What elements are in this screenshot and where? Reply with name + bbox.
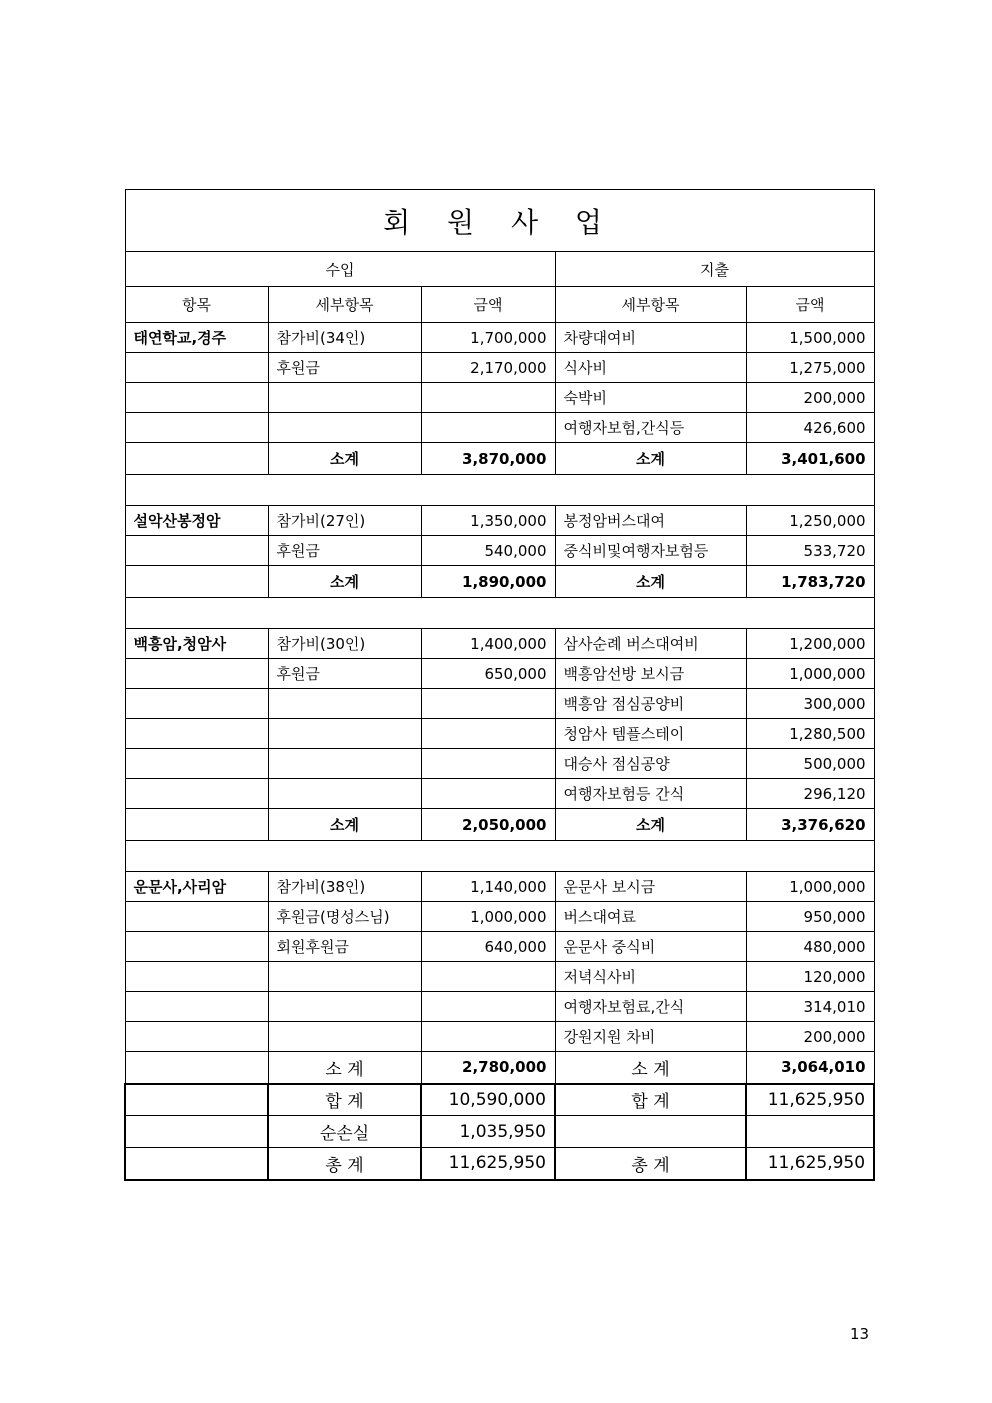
subtotal-row	[125, 566, 874, 598]
income-amount-cell: 1,400,000	[421, 629, 555, 659]
expense-detail-cell: 운문사 보시금	[555, 872, 746, 902]
expense-amount-cell: 480,000	[746, 932, 874, 962]
group-name-cell	[125, 719, 268, 749]
income-amount-cell: 540,000	[421, 536, 555, 566]
expense-total-amount: 11,625,950	[746, 1084, 874, 1116]
expense-amount-cell: 1,000,000	[746, 659, 874, 689]
spacer-cell	[125, 841, 874, 872]
table-row	[125, 323, 874, 353]
income-amount-cell: 1,350,000	[421, 506, 555, 536]
column-header-expense-detail: 세부항목	[555, 287, 746, 323]
expense-total-label	[555, 1116, 746, 1148]
expense-subtotal-label: 소 계	[555, 1052, 746, 1084]
income-subtotal-label: 소계	[268, 809, 421, 841]
expense-detail-cell: 식사비	[555, 353, 746, 383]
income-detail-cell: 회원후원금	[268, 932, 421, 962]
expense-detail-cell: 차량대여비	[555, 323, 746, 353]
expense-detail-cell: 백흥암 점심공양비	[555, 689, 746, 719]
group-name-cell	[125, 383, 268, 413]
expense-amount-cell: 1,280,500	[746, 719, 874, 749]
expense-detail-cell: 강원지원 차비	[555, 1022, 746, 1052]
income-detail-cell: 참가비(34인)	[268, 323, 421, 353]
table-row	[125, 383, 874, 413]
expense-total-amount	[746, 1116, 874, 1148]
expense-amount-cell: 533,720	[746, 536, 874, 566]
expense-amount-cell: 314,010	[746, 992, 874, 1022]
income-amount-cell	[421, 383, 555, 413]
income-subtotal-label: 소계	[268, 443, 421, 475]
table-row	[125, 962, 874, 992]
expense-amount-cell: 1,200,000	[746, 629, 874, 659]
expense-detail-cell: 봉정암버스대여	[555, 506, 746, 536]
expense-detail-cell: 저녁식사비	[555, 962, 746, 992]
income-detail-cell	[268, 962, 421, 992]
income-total-label: 총 계	[268, 1148, 421, 1180]
expense-amount-cell: 426,600	[746, 413, 874, 443]
income-total-amount: 1,035,950	[421, 1116, 555, 1148]
group-name-cell	[125, 1148, 268, 1180]
column-header-item: 항목	[125, 287, 268, 323]
income-detail-cell	[268, 719, 421, 749]
expense-detail-cell: 여행자보험,간식등	[555, 413, 746, 443]
income-detail-cell	[268, 689, 421, 719]
income-amount-cell: 650,000	[421, 659, 555, 689]
expense-subtotal-amount: 1,783,720	[746, 566, 874, 598]
income-total-amount: 10,590,000	[421, 1084, 555, 1116]
subtotal-row	[125, 809, 874, 841]
column-header-income-amount: 금액	[421, 287, 555, 323]
group-name-cell	[125, 443, 268, 475]
income-amount-cell: 640,000	[421, 932, 555, 962]
income-amount-cell	[421, 779, 555, 809]
income-subtotal-amount: 2,780,000	[421, 1052, 555, 1084]
spacer-cell	[125, 475, 874, 506]
table-row	[125, 872, 874, 902]
group-spacer-row	[125, 475, 874, 506]
expense-amount-cell: 950,000	[746, 902, 874, 932]
group-name-cell	[125, 749, 268, 779]
income-subtotal-label: 소 계	[268, 1052, 421, 1084]
income-amount-cell	[421, 689, 555, 719]
income-amount-cell: 1,000,000	[421, 902, 555, 932]
group-name-cell	[125, 779, 268, 809]
table-row	[125, 1022, 874, 1052]
expense-amount-cell: 1,275,000	[746, 353, 874, 383]
table-row	[125, 629, 874, 659]
group-name-cell	[125, 536, 268, 566]
expense-detail-cell: 숙박비	[555, 383, 746, 413]
table-row	[125, 902, 874, 932]
expense-detail-cell: 버스대여료	[555, 902, 746, 932]
income-detail-cell	[268, 749, 421, 779]
expense-detail-cell: 여행자보험료,간식	[555, 992, 746, 1022]
expense-subtotal-amount: 3,376,620	[746, 809, 874, 841]
income-detail-cell: 후원금(명성스님)	[268, 902, 421, 932]
table-row	[125, 992, 874, 1022]
group-name-cell	[125, 1116, 268, 1148]
expense-subtotal-label: 소계	[555, 443, 746, 475]
expense-detail-cell: 청암사 템플스테이	[555, 719, 746, 749]
group-name-cell: 태연학교,경주	[125, 323, 268, 353]
income-detail-cell: 참가비(30인)	[268, 629, 421, 659]
table-row	[125, 659, 874, 689]
group-spacer-row	[125, 598, 874, 629]
sum-total-row	[125, 1084, 874, 1116]
expense-detail-cell: 백흥암선방 보시금	[555, 659, 746, 689]
income-total-label: 순손실	[268, 1116, 421, 1148]
group-name-cell	[125, 353, 268, 383]
column-header-income-detail: 세부항목	[268, 287, 421, 323]
income-amount-cell	[421, 962, 555, 992]
expense-amount-cell: 1,000,000	[746, 872, 874, 902]
table-row	[125, 413, 874, 443]
income-section-header: 수입	[125, 252, 555, 287]
income-amount-cell: 2,170,000	[421, 353, 555, 383]
income-detail-cell	[268, 1022, 421, 1052]
group-name-cell	[125, 809, 268, 841]
table-row	[125, 932, 874, 962]
income-detail-cell	[268, 383, 421, 413]
income-subtotal-amount: 2,050,000	[421, 809, 555, 841]
income-detail-cell	[268, 992, 421, 1022]
expense-subtotal-amount: 3,401,600	[746, 443, 874, 475]
group-name-cell	[125, 932, 268, 962]
table-row	[125, 719, 874, 749]
expense-amount-cell: 1,500,000	[746, 323, 874, 353]
group-name-cell	[125, 992, 268, 1022]
income-subtotal-label: 소계	[268, 566, 421, 598]
expense-total-label: 합 계	[555, 1084, 746, 1116]
expense-amount-cell: 296,120	[746, 779, 874, 809]
group-name-cell	[125, 689, 268, 719]
expense-total-amount: 11,625,950	[746, 1148, 874, 1180]
income-amount-cell	[421, 413, 555, 443]
table-row	[125, 689, 874, 719]
group-name-cell	[125, 1022, 268, 1052]
income-detail-cell: 참가비(38인)	[268, 872, 421, 902]
expense-total-label: 총 계	[555, 1148, 746, 1180]
group-name-cell	[125, 413, 268, 443]
income-total-amount: 11,625,950	[421, 1148, 555, 1180]
income-amount-cell	[421, 1022, 555, 1052]
table-row	[125, 353, 874, 383]
group-name-cell	[125, 566, 268, 598]
expense-detail-cell: 중식비및여행자보험등	[555, 536, 746, 566]
expense-detail-cell: 운문사 중식비	[555, 932, 746, 962]
expense-amount-cell: 120,000	[746, 962, 874, 992]
expense-amount-cell: 200,000	[746, 383, 874, 413]
income-amount-cell	[421, 992, 555, 1022]
group-spacer-row	[125, 841, 874, 872]
expense-section-header: 지출	[555, 252, 874, 287]
ledger-table	[124, 189, 875, 1181]
subtotal-row	[125, 443, 874, 475]
expense-detail-cell: 대승사 점심공양	[555, 749, 746, 779]
grand-total-row	[125, 1148, 874, 1180]
table-row	[125, 536, 874, 566]
income-amount-cell: 1,700,000	[421, 323, 555, 353]
group-name-cell	[125, 962, 268, 992]
expense-subtotal-label: 소계	[555, 566, 746, 598]
spacer-cell	[125, 598, 874, 629]
income-detail-cell	[268, 779, 421, 809]
page-number: 13	[850, 1325, 870, 1343]
income-detail-cell: 후원금	[268, 353, 421, 383]
expense-amount-cell: 500,000	[746, 749, 874, 779]
group-name-cell	[125, 1084, 268, 1116]
income-subtotal-amount: 1,890,000	[421, 566, 555, 598]
subtotal-row	[125, 1052, 874, 1084]
group-name-cell	[125, 1052, 268, 1084]
group-name-cell: 백흥암,청암사	[125, 629, 268, 659]
net-loss-row	[125, 1116, 874, 1148]
expense-amount-cell: 300,000	[746, 689, 874, 719]
income-detail-cell	[268, 413, 421, 443]
income-subtotal-amount: 3,870,000	[421, 443, 555, 475]
income-amount-cell: 1,140,000	[421, 872, 555, 902]
group-name-cell: 설악산봉정암	[125, 506, 268, 536]
expense-detail-cell: 여행자보험등 간식	[555, 779, 746, 809]
group-name-cell: 운문사,사리암	[125, 872, 268, 902]
income-detail-cell: 후원금	[268, 536, 421, 566]
group-name-cell	[125, 902, 268, 932]
income-total-label: 합 계	[268, 1084, 421, 1116]
table-row	[125, 749, 874, 779]
column-header-expense-amount: 금액	[746, 287, 874, 323]
table-row	[125, 779, 874, 809]
income-amount-cell	[421, 749, 555, 779]
expense-subtotal-label: 소계	[555, 809, 746, 841]
table-row	[125, 506, 874, 536]
income-detail-cell: 참가비(27인)	[268, 506, 421, 536]
income-detail-cell: 후원금	[268, 659, 421, 689]
expense-subtotal-amount: 3,064,010	[746, 1052, 874, 1084]
expense-amount-cell: 1,250,000	[746, 506, 874, 536]
income-amount-cell	[421, 719, 555, 749]
expense-detail-cell: 삼사순례 버스대여비	[555, 629, 746, 659]
expense-amount-cell: 200,000	[746, 1022, 874, 1052]
group-name-cell	[125, 659, 268, 689]
page-title: 회 원 사 업	[125, 190, 874, 252]
